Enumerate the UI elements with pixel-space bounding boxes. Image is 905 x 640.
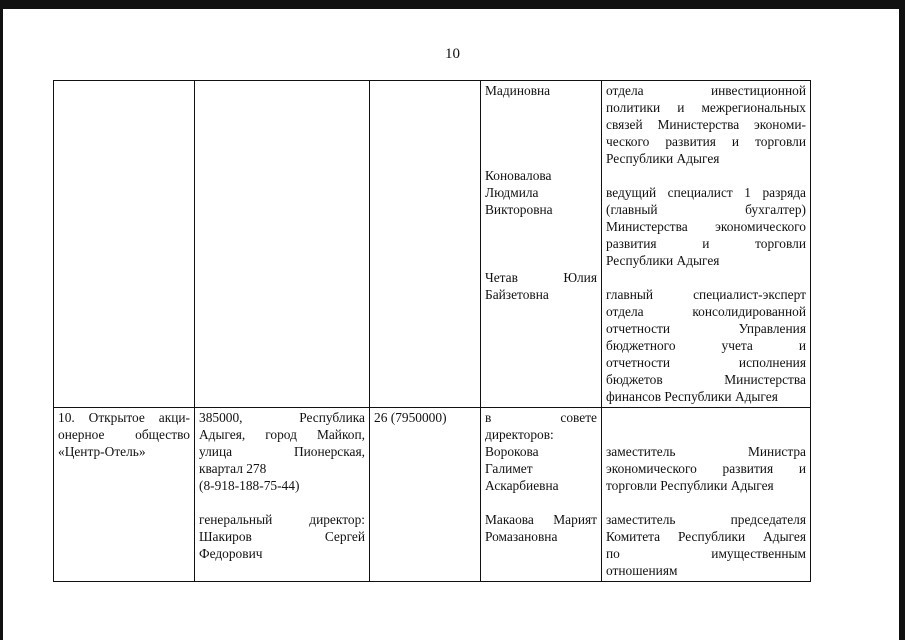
position-line: главный специалист-эксперт xyxy=(606,287,806,302)
position-line: развития и торговли xyxy=(606,236,806,251)
shares-cell xyxy=(370,408,481,582)
person-name: Аскарбиевна xyxy=(485,478,559,493)
position-line: отчетности Управления xyxy=(606,321,806,336)
director-line: Шакиров Сергей xyxy=(199,529,365,544)
person-name: Коновалова xyxy=(485,168,552,183)
address-line: (8-918-188-75-44) xyxy=(199,478,300,493)
org-cell xyxy=(54,81,195,408)
position-line: ческого развития и торговли xyxy=(606,134,806,149)
position-line: (главный бухгалтер) xyxy=(606,202,806,217)
person-cell xyxy=(481,81,602,408)
org-cell xyxy=(54,408,195,582)
position-line: заместитель Министра xyxy=(606,444,806,459)
position-line: ведущий специалист 1 разряда xyxy=(606,185,806,200)
position-line: Министерства экономического xyxy=(606,219,806,234)
position-line: Республики Адыгея xyxy=(606,253,720,268)
position-line: торговли Республики Адыгея xyxy=(606,478,774,493)
scan-border-right xyxy=(899,0,905,640)
person-cell xyxy=(481,408,602,582)
shares-cell xyxy=(370,81,481,408)
position-line: отношениям xyxy=(606,563,678,578)
position-line: экономического развития и xyxy=(606,461,806,476)
position-line: отчетности исполнения xyxy=(606,355,806,370)
position-line: отдела консолидированной xyxy=(606,304,806,319)
person-name: Викторовна xyxy=(485,202,553,217)
shares-value: 26 (7950000) xyxy=(374,410,447,425)
address-cell xyxy=(195,81,370,408)
address-line: 385000, Республика xyxy=(199,410,365,425)
person-name: Макаова Марият xyxy=(485,512,597,527)
person-name: Ромазановна xyxy=(485,529,558,544)
person-name: Галимет xyxy=(485,461,533,476)
page-number: 10 xyxy=(445,46,460,62)
position-line: бюджетного учета и xyxy=(606,338,806,353)
address-line: Адыгея, город Майкоп, xyxy=(199,427,365,442)
shareholding-table xyxy=(53,80,811,582)
table-row xyxy=(54,81,811,408)
org-name: онерное общество xyxy=(58,427,190,442)
address-line: квартал 278 xyxy=(199,461,267,476)
address-cell xyxy=(195,408,370,582)
position-line: Республики Адыгея xyxy=(606,151,720,166)
position-line: финансов Республики Адыгея xyxy=(606,389,778,404)
person-name: Четав Юлия xyxy=(485,270,597,285)
org-name: 10. Открытое акци- xyxy=(58,410,190,425)
director-line: Федорович xyxy=(199,546,263,561)
director-line: генеральный директор: xyxy=(199,512,365,527)
position-line: бюджетов Министерства xyxy=(606,372,806,387)
position-cell xyxy=(602,81,811,408)
position-line: политики и межрегиональных xyxy=(606,100,806,115)
position-line: связей Министерства экономи- xyxy=(606,117,806,132)
person-name: Мадиновна xyxy=(485,83,551,98)
position-line: заместитель председателя xyxy=(606,512,806,527)
board-label: директоров: xyxy=(485,427,554,442)
person-name: Байзетовна xyxy=(485,287,549,302)
position-cell xyxy=(602,408,811,582)
board-label: в совете xyxy=(485,410,597,425)
scan-border-left xyxy=(0,0,3,640)
address-line: улица Пионерская, xyxy=(199,444,365,459)
position-line: Комитета Республики Адыгея xyxy=(606,529,806,544)
org-name: «Центр-Отель» xyxy=(58,444,146,459)
table-row xyxy=(54,408,811,582)
position-line: отдела инвестиционной xyxy=(606,83,806,98)
person-name: Ворокова xyxy=(485,444,539,459)
person-name: Людмила xyxy=(485,185,539,200)
scan-border-top xyxy=(0,0,905,9)
position-line: по имущественным xyxy=(606,546,806,561)
